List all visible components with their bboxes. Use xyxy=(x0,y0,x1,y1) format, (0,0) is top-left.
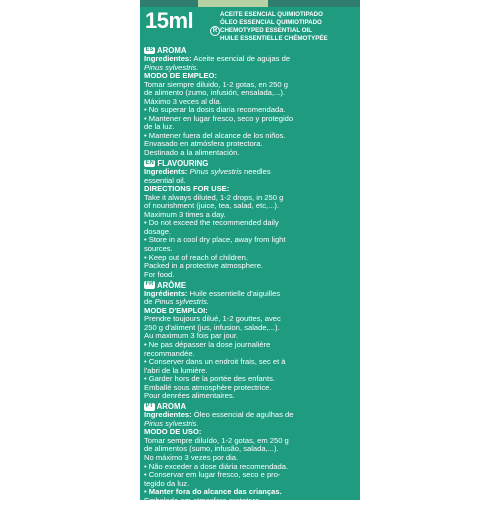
label-panel xyxy=(140,0,360,514)
text-line: Tomar siempre diluido, 1-2 gotas, en 250 g xyxy=(144,79,288,89)
ingredients-line: Ingrédients: Huile essentielle d'aiguilles xyxy=(144,288,281,298)
section-fr xyxy=(144,281,356,401)
registered-mark-icon: R xyxy=(210,26,220,36)
section-es xyxy=(144,46,356,158)
text-line: • Não exceder a dose diária recomendada. xyxy=(144,461,289,471)
text-line: de la luz. xyxy=(144,122,175,132)
text-line: l'abri de la lumière. xyxy=(144,365,208,375)
section-title: FLAVOURING xyxy=(157,159,209,169)
language-badge: FR xyxy=(145,281,154,288)
text-line: No máximo 3 vezes por dia. xyxy=(144,453,239,463)
label-header xyxy=(144,8,358,48)
text-line: Take it always diluted, 1-2 drops, in 250 g xyxy=(144,192,284,202)
usage-heading: DIRECTIONS FOR USE: xyxy=(144,184,230,194)
oil-name-fr: HUILE ESSENTIELLE CHÉMOTYPÉE xyxy=(220,34,328,42)
section-pt xyxy=(144,402,356,514)
text-line: • No superar la dosis diaria recomendada. xyxy=(144,105,286,115)
text-line: Embalado em atmosfera protetora. xyxy=(144,495,262,505)
text-line: Emballé sous atmosphère protectrice. xyxy=(144,382,272,392)
warning-line: • Manter fora do alcance das crianças. xyxy=(144,487,282,497)
species-line: de Pinus sylvestris. xyxy=(144,297,209,307)
text-line: • Mantener en lugar fresco, seco y protegido xyxy=(144,113,294,123)
top-strip xyxy=(140,0,360,7)
ingredients-line: Ingredientes: Aceite esencial de agujas de xyxy=(144,54,291,63)
oil-name-en: CHEMOTYPED ESSENTIAL OIL xyxy=(220,26,313,34)
usage-heading: MODE D'EMPLOI: xyxy=(144,305,208,315)
text-line: Packed in a protective atmosphere. xyxy=(144,261,264,271)
text-line: • Conservar em lugar fresco, seco e pro- xyxy=(144,470,281,480)
text-line: Envasado en atmósfera protectora. xyxy=(144,139,263,149)
text-line: • Store in a cool dry place, away from light xyxy=(144,235,286,245)
text-line: • Ne pas dépasser la dose journalière xyxy=(144,339,271,349)
text-line: For food. xyxy=(144,269,175,279)
text-line: • Keep out of reach of children. xyxy=(144,252,248,262)
usage-heading: MODO DE USO: xyxy=(144,427,202,437)
section-title: AROMA xyxy=(156,402,187,412)
text-line: de alimentos (sumo, infusão, salada,...). xyxy=(144,444,279,454)
text-line: de alimento (zumo, infusión, ensalada,...). xyxy=(144,88,285,98)
language-badge: EN xyxy=(145,159,154,166)
oil-name-es: ACEITE ESENCIAL QUIMIOTIPADO xyxy=(220,11,323,18)
text-line: essential oil. xyxy=(144,175,186,185)
text-line: Tomar sempre diluído, 1-2 gotas, em 250 g xyxy=(144,435,289,445)
label-content xyxy=(144,46,356,515)
oil-names xyxy=(220,11,358,43)
text-line: • Do not exceed the recommended daily xyxy=(144,218,279,228)
text-line: • Garder hors de la portée des enfants. xyxy=(144,374,275,384)
text-line: • Mantener fuera del alcance de los niños. xyxy=(144,130,286,140)
text-line: Destinado a la alimentación. xyxy=(144,148,240,158)
language-badge: ES xyxy=(145,46,154,53)
text-line: Para alimentos xyxy=(144,504,195,514)
text-line: Maximum 3 times a day. xyxy=(144,209,226,219)
text-line: sources. xyxy=(144,243,173,253)
text-line: dosage. xyxy=(144,226,172,236)
text-line: tegido da luz. xyxy=(144,478,190,488)
usage-heading: MODO DE EMPLEO: xyxy=(144,71,217,81)
ingredients-line: Ingredientes: Óleo essencial de agulhas de xyxy=(144,410,294,420)
text-line: of nourishment (juice, tea, salad, etc,...). xyxy=(144,201,280,211)
species-name: Pinus sylvestris. xyxy=(144,62,199,72)
language-badge: PT xyxy=(145,403,154,410)
section-title: AROMA xyxy=(157,46,187,55)
text-line: Au maximum 3 fois par jour. xyxy=(144,331,239,341)
section-en xyxy=(144,159,356,279)
text-line: recommandée. xyxy=(144,348,195,358)
volume-text: 15ml xyxy=(145,8,194,33)
text-line: 250 g d'aliment (jus, infusion, salade,...). xyxy=(144,322,280,332)
species-name: Pinus sylvestris. xyxy=(144,418,199,428)
text-line: Prendre toujours dilué, 1-2 gouttes, avec xyxy=(144,314,281,324)
text-line: Máximo 3 veces al día. xyxy=(144,96,222,106)
oil-name-pt: ÓLEO ESSENCIAL QUIMIOTIPADO xyxy=(220,18,322,26)
ingredients-line: Ingredients: Pinus sylvestris needles xyxy=(144,167,271,177)
text-line: Pour denrées alimentaires. xyxy=(144,391,235,401)
text-line: • Conserver dans un endroit frais, sec et à xyxy=(144,357,286,367)
section-title: ARÔME xyxy=(157,280,187,290)
